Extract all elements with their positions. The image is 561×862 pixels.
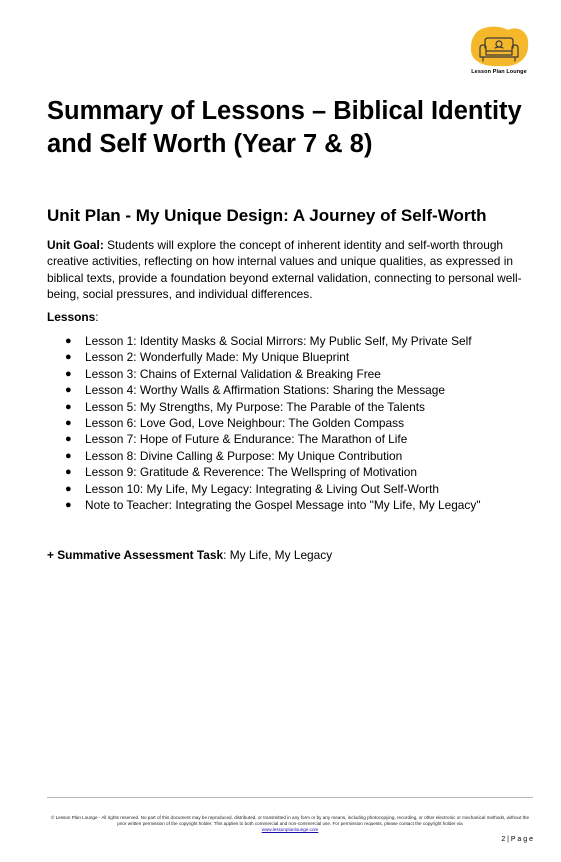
bullet-icon: ●: [65, 482, 72, 495]
list-item: [47, 431, 481, 447]
lesson-text: Lesson 6: Love God, Love Neighbour: The Golden Compass: [85, 415, 405, 430]
lessons-heading: [47, 309, 99, 325]
lesson-text: Lesson 5: My Strengths, My Purpose: The Parable of the Talents: [85, 399, 425, 414]
page-number: 2 | P a g e: [501, 836, 533, 843]
sofa-logo-icon: [468, 26, 530, 68]
list-item: [47, 349, 481, 365]
summative-assessment-label: + Summative Assessment Task: [47, 548, 224, 562]
bullet-icon: ●: [65, 335, 72, 347]
lessons-colon: :: [95, 310, 99, 324]
footer-divider: [47, 797, 533, 798]
bullet-icon: ●: [65, 416, 72, 429]
lesson-text: Lesson 9: Gratitude & Reverence: The Wellspring of Motivation: [85, 465, 418, 480]
lesson-text: Lesson 10: My Life, My Legacy: Integrating & Living Out Self-Worth: [85, 481, 440, 496]
bullet-icon: ●: [65, 498, 72, 511]
unit-goal-paragraph: [47, 237, 527, 303]
summative-assessment-line: [47, 547, 332, 563]
copyright-text: © Lesson Plan Lounge - All rights reserved. No part of this document may be reproduced, distributed, or transmitted in any form or by any means, including photocopying, recording, or other electronic or mechanical methods, without the prior written permission of the copyright holder. This applies to both commercial and non-commercial use. For permission requests, please contact the copyright holder via: [50, 815, 530, 827]
lesson-text: Lesson 3: Chains of External Validation & Breaking Free: [85, 366, 381, 381]
unit-goal-text: Students will explore the concept of inherent identity and self-worth through creative activities, reflecting on how internal values and unique qualities, as expressed in biblical texts, provide a foundation beyond external validation, connecting to personal well-being, social pressures, and individual differences.: [47, 238, 522, 302]
lesson-text: Note to Teacher: Integrating the Gospel Message into "My Life, My Legacy": [85, 497, 481, 512]
logo-text: Lesson Plan Lounge: [471, 69, 527, 75]
bullet-icon: ●: [65, 449, 72, 462]
page-title: Summary of Lessons – Biblical Identity and Self Worth (Year 7 & 8): [47, 97, 522, 158]
list-item: [47, 333, 481, 349]
lesson-list: [47, 333, 481, 513]
list-item: [47, 497, 481, 513]
list-item: [47, 464, 481, 480]
website-link[interactable]: www.lessonplanlounge.com: [261, 827, 319, 833]
lesson-text: Lesson 2: Wonderfully Made: My Unique Blueprint: [85, 350, 350, 365]
list-item: [47, 448, 481, 464]
lessons-label: Lessons: [47, 310, 96, 324]
unit-plan-heading: Unit Plan - My Unique Design: A Journey of Self-Worth: [47, 206, 487, 225]
footer-copyright: [47, 815, 533, 834]
list-item: [47, 399, 481, 415]
list-item: [47, 382, 481, 398]
bullet-icon: ●: [65, 466, 72, 479]
list-item: [47, 366, 481, 382]
bullet-icon: ●: [65, 367, 72, 380]
list-item: [47, 415, 481, 431]
lesson-text: Lesson 1: Identity Masks & Social Mirrors: My Public Self, My Private Self: [85, 334, 472, 348]
summative-assessment-text: : My Life, My Legacy: [223, 548, 333, 562]
bullet-icon: ●: [65, 384, 72, 397]
unit-goal-label: Unit Goal:: [47, 238, 104, 252]
list-item: [47, 481, 481, 497]
bullet-icon: ●: [65, 351, 72, 364]
bullet-icon: ●: [65, 433, 72, 446]
lesson-text: Lesson 8: Divine Calling & Purpose: My Unique Contribution: [85, 448, 403, 463]
bullet-icon: ●: [65, 400, 72, 413]
lesson-text: Lesson 4: Worthy Walls & Affirmation Stations: Sharing the Message: [85, 383, 445, 398]
lesson-plan-lounge-logo: [468, 26, 530, 78]
lesson-text: Lesson 7: Hope of Future & Endurance: The Marathon of Life: [85, 432, 408, 447]
